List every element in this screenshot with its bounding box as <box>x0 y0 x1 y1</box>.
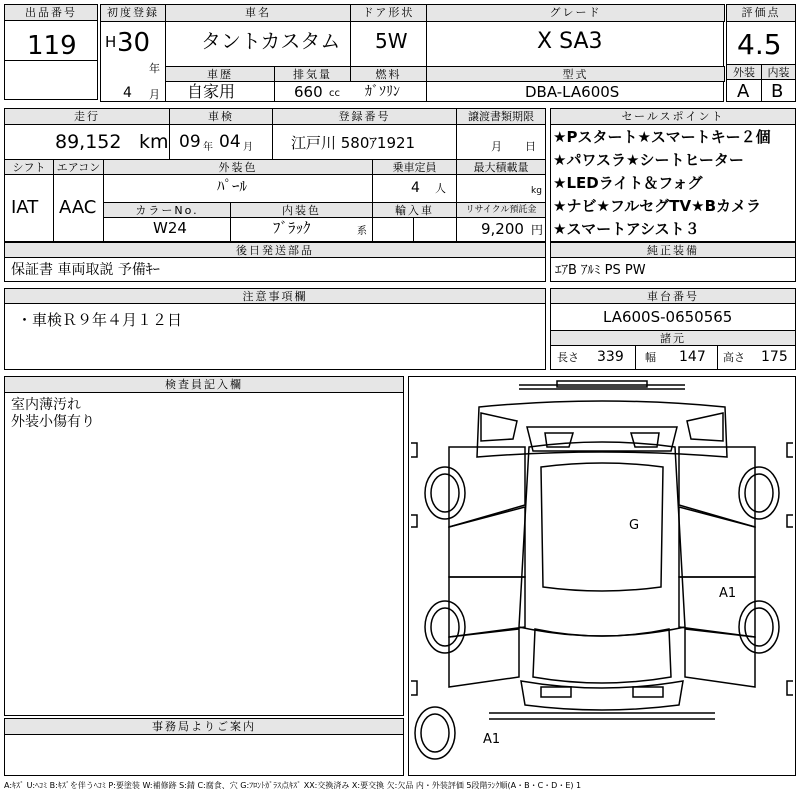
era: H <box>105 33 117 51</box>
model-label: 型式 <box>426 66 725 82</box>
sales-points-box <box>550 108 796 242</box>
inspector-label: 検査員記入欄 <box>4 376 404 393</box>
length-value: 339 <box>597 349 624 365</box>
sales-points-label: セールスポイント <box>550 108 796 125</box>
int-color-label: 内装色 <box>230 202 373 218</box>
details-box <box>4 108 546 242</box>
fuel-label: 燃料 <box>350 66 427 82</box>
damage-mark-rear: A1 <box>483 732 501 747</box>
office-box <box>4 718 404 776</box>
chassis-label: 車台番号 <box>550 288 796 304</box>
inspection-year-unit: 年 <box>203 142 213 153</box>
plate-number: 江戸川 580ｱ1921 <box>291 134 416 152</box>
ext-grade: A <box>737 81 750 102</box>
first-reg-label: 初度登録 <box>100 4 166 22</box>
car-name-label: 車名 <box>165 4 351 22</box>
history: 自家用 <box>187 82 236 101</box>
sales-point-5: ★スマートアシスト３ <box>553 220 700 238</box>
ac-type: AAC <box>59 197 97 218</box>
genuine-label: 純正装備 <box>550 242 796 258</box>
ac-label: エアコン <box>53 159 104 175</box>
month-unit: 月 <box>149 88 160 101</box>
shift-label: シフト <box>4 159 54 175</box>
int-color: ﾌﾞﾗｯｸ <box>273 219 311 237</box>
inspector-line-2: 外装小傷有り <box>11 414 95 430</box>
door-label: ドア形状 <box>350 4 427 22</box>
disp-unit: cc <box>329 88 340 99</box>
score-box <box>726 4 796 102</box>
first-reg-month: 4 <box>123 85 132 101</box>
lot-box <box>4 4 98 100</box>
inspection-month: 04 <box>219 132 241 152</box>
specs-label: 諸元 <box>550 330 796 346</box>
fuel: ｶﾞｿﾘﾝ <box>365 84 400 100</box>
sales-point-1: ★Pスタート★スマートキー２個 <box>553 128 771 146</box>
int-label: 内装 <box>761 64 796 80</box>
year-unit: 年 <box>149 62 160 75</box>
disp-label: 排気量 <box>274 66 351 82</box>
width-value: 147 <box>679 349 706 365</box>
import-label: 輸入車 <box>372 202 457 218</box>
score-label: 評価点 <box>726 4 796 22</box>
height-value: 175 <box>761 349 788 365</box>
lot-number: 119 <box>27 31 77 61</box>
width-label: 幅 <box>645 351 656 364</box>
chassis-number: LA600S-0650565 <box>603 308 733 326</box>
int-grade: B <box>771 81 784 102</box>
later-parts-label: 後日発送部品 <box>4 242 546 258</box>
seats: 4 <box>411 180 420 196</box>
load-label: 最大積載量 <box>456 159 546 175</box>
later-parts-box <box>4 242 546 282</box>
ext-color-label: 外装色 <box>103 159 373 175</box>
length-label: 長さ <box>557 351 579 364</box>
seats-label: 乗車定員 <box>372 159 457 175</box>
displacement: 660 <box>294 83 323 101</box>
notes-label: 注意事項欄 <box>4 288 546 304</box>
int-color-unit: 系 <box>357 226 367 237</box>
notes-box <box>4 288 546 370</box>
notes-value: ・車検Ｒ９年４月１２日 <box>17 311 183 329</box>
car-diagram <box>408 376 796 776</box>
car-outline <box>409 377 795 775</box>
transfer-day-unit: 日 <box>525 140 536 153</box>
ext-color: ﾊﾟｰﾙ <box>217 177 248 195</box>
transfer-month-unit: 月 <box>491 140 502 153</box>
genuine-equipment: ｴｱB ｱﾙﾐ PS PW <box>555 263 646 278</box>
color-no: W24 <box>153 219 187 237</box>
inspector-line-1: 室内薄汚れ <box>11 397 81 413</box>
vehicle-box <box>100 4 724 102</box>
chassis-box <box>550 288 796 370</box>
mileage: 89,152 <box>55 131 122 153</box>
history-label: 車歴 <box>165 66 275 82</box>
transfer-label: 譲渡書類期限 <box>456 108 546 125</box>
first-reg-year: 30 <box>117 28 151 58</box>
seats-unit: 人 <box>435 182 446 195</box>
sales-point-4: ★ナビ★フルセグTV★Bカメラ <box>553 197 762 215</box>
overall-score: 4.5 <box>737 28 782 61</box>
recycle-unit: 円 <box>531 223 544 237</box>
sales-point-3: ★LEDライト＆フォグ <box>553 174 703 192</box>
inspector-box <box>4 376 404 716</box>
later-parts: 保証書 車両取説 予備ｷｰ <box>11 262 160 278</box>
height-label: 高さ <box>723 351 745 364</box>
grade-label: グレード <box>426 4 725 22</box>
sales-point-2: ★パワスラ★シートヒーター <box>553 151 744 169</box>
grade: X SA3 <box>537 29 603 54</box>
car-name: タントカスタム <box>201 29 341 53</box>
recycle-label: リサイクル預託金 <box>456 202 546 218</box>
plate-label: 登録番号 <box>272 108 457 125</box>
genuine-box <box>550 242 796 282</box>
office-label: 事務局よりご案内 <box>4 718 404 735</box>
shift-type: IAT <box>11 197 39 218</box>
mileage-unit: km <box>139 131 169 153</box>
mileage-label: 走行 <box>4 108 170 125</box>
door-type: 5W <box>375 29 408 53</box>
inspection-label: 車検 <box>169 108 273 125</box>
legend: A:ｷｽﾞ U:ﾍｺﾐ B:ｷｽﾞを伴うﾍｺﾐ P:要塗装 W:補修跡 S:錆 C:腐食、穴 G:ﾌﾛﾝﾄｶﾞﾗｽ点ｷｽﾞ XX:交換済み X:要交換 欠:欠品 内・外装評価 5段階ﾗﾝｸ順(A・B・C・D・E) 1 <box>4 781 582 790</box>
model-code: DBA-LA600S <box>525 83 620 101</box>
load-unit: kg <box>531 186 542 196</box>
damage-mark-glass: G <box>629 518 640 533</box>
ext-label: 外装 <box>726 64 762 80</box>
recycle-amount: 9,200 <box>481 220 524 238</box>
color-no-label: カラーNo. <box>103 202 231 218</box>
damage-mark-right: A1 <box>719 586 737 601</box>
inspection-month-unit: 月 <box>243 142 253 153</box>
lot-label: 出品番号 <box>4 4 98 21</box>
inspection-year: 09 <box>179 132 201 152</box>
